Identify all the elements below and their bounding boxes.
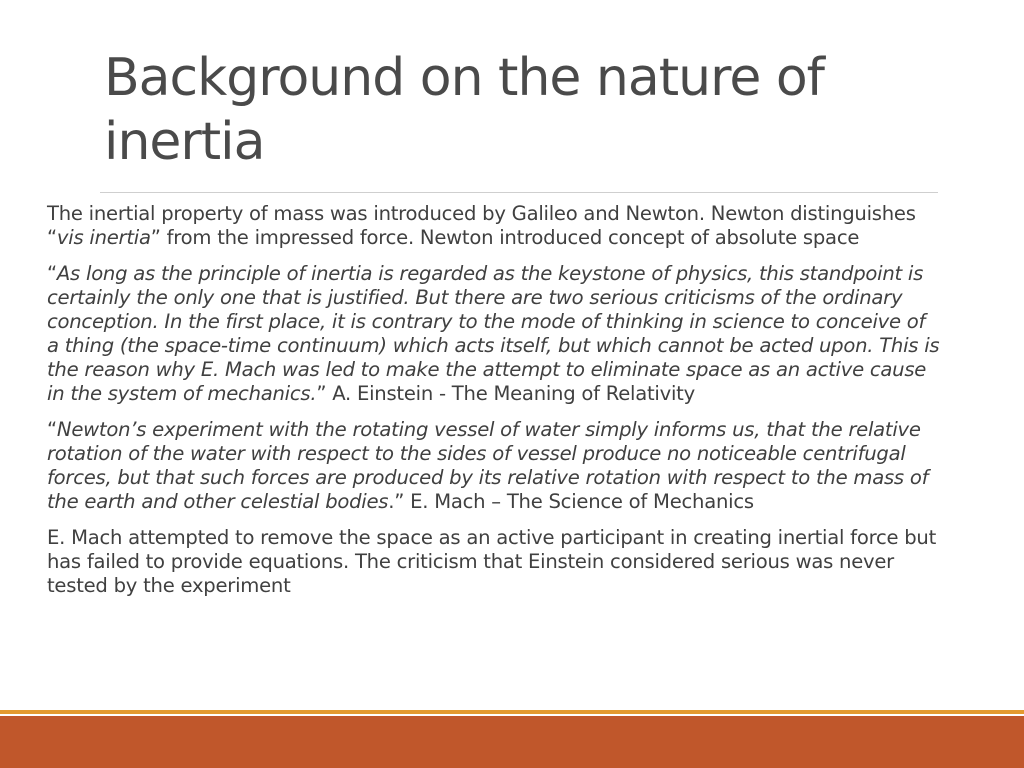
- slide-body: [47, 202, 942, 610]
- open-quote: “: [47, 418, 57, 441]
- paragraph-mach-conclusion: E. Mach attempted to remove the space as an active participant in creating inertial force but has failed to provide equations. The criticism that Einstein considered serious was never tested by the experiment: [47, 526, 937, 597]
- mach-attribution: E. Mach – The Science of Mechanics: [404, 490, 754, 513]
- slide-title: Background on the nature of inertia: [104, 48, 824, 172]
- einstein-quote-text: As long as the principle of inertia is regarded as the keystone of physics, this standpoint is certainly the only one that is justified. But there are two serious criticisms of the ordinary conception. In the first place, it is contrary to the mode of thinking in science to conceive of a thing (the space-time continuum) which acts itself, but which cannot be acted upon. This is the reason why E. Mach was led to make the attempt to eliminate space as an active cause in the system of mechanics.: [47, 262, 940, 405]
- open-quote: “: [47, 262, 57, 285]
- vis-inertia-term: vis inertia: [56, 226, 151, 249]
- mach-quote-text: Newton’s experiment with the rotating vessel of water simply informs us, that the relative rotation of the water with respect to the sides of vessel produce no noticeable centrifugal forces, but that such forces are produced by its relative rotation with respect to the mass of the earth and other celestial bodies: [47, 418, 929, 513]
- close-quote: .”: [388, 490, 405, 513]
- title-divider: [100, 192, 938, 193]
- footer-accent-line: [0, 710, 1024, 714]
- paragraph-newton-inertia: [47, 202, 942, 250]
- paragraph-einstein-quote: [47, 262, 942, 406]
- paragraph-text: The inertial property of mass was introduced by Galileo and Newton. Newton distinguishes “: [47, 202, 916, 249]
- footer-band: [0, 716, 1024, 768]
- paragraph-mach-quote: [47, 418, 942, 514]
- close-quote: ”: [316, 382, 327, 405]
- einstein-attribution: A. Einstein - The Meaning of Relativity: [326, 382, 695, 405]
- paragraph-text: ” from the impressed force. Newton introduced concept of absolute space: [150, 226, 860, 249]
